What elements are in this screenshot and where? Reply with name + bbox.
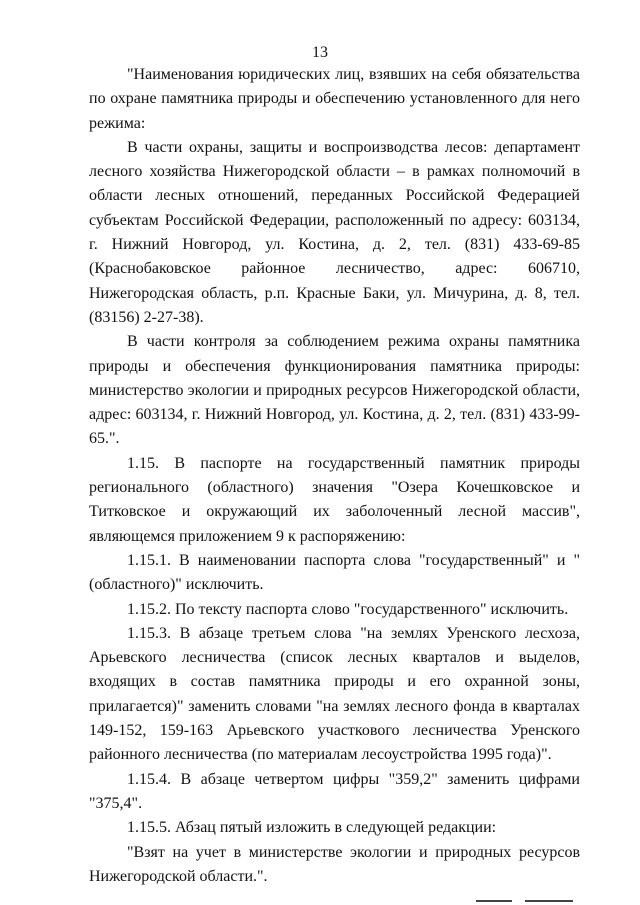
paragraph-item-1-15-5: 1.15.5. Абзац пятый изложить в следующей редакции: [127,819,497,837]
paragraph-legal-entities-heading: "Наименования юридических лиц, взявших на себя обязательства по охране памятника природы и обеспечению установленного для него режима: [89,66,580,132]
paragraph-forest-protection: В части охраны, защиты и воспроизводства лесов: департамент лесного хозяйства Нижегородской области – в рамках полномочий в области лесных отношений, переданных Российской Федерацией субъектам Российской Федерации, расположенный по адресу: 603134, г. Нижний Новгород, ул. Костина, д. 2, тел. (831) 433-69-85 (Краснобаковское районное лесничество, адрес: 606710, Нижегородская область, р.п. Красные Баки, ул. Мичурина, д. 8, тел. (83156) 2-27-38). [89,138,580,326]
scan-edge-mark [476,900,512,902]
scan-edge-mark [525,900,573,902]
paragraph-item-1-15-3: 1.15.3. В абзаце третьем слова "на землях Уренского лесхоза, Арьевского лесничества (список лесных кварталов и выделов, входящих в состав памятника природы и его охранной зоны, прилагается)" заменить словами "на землях лесного фонда в кварталах 149-152, 159-163 Арьевского участкового лесничества Уренского районного лесничества (по материалам лесоустройства 1995 года)". [89,624,580,764]
paragraph-quoted-registration: "Взят на учет в министерстве экологии и природных ресурсов Нижегородской области.". [89,843,580,885]
page-number: 13 [312,44,328,61]
paragraph-item-1-15-2: 1.15.2. По тексту паспорта слово "государственного" исключить. [127,600,569,618]
paragraph-regime-control: В части контроля за соблюдением режима охраны памятника природы и обеспечения функционирования памятника природы: министерство экологии и природных ресурсов Нижегородской области, адрес: 603134, г. Нижний Новгород, ул. Костина, д. 2, тел. (831) 433-99-65.". [89,333,580,448]
paragraph-item-1-15: 1.15. В паспорте на государственный памятник природы регионального (областного) значения "Озера Кочешковское и Титковское и окружающий их заболоченный лесной массив", являющемся приложением 9 к распоряжению: [89,454,580,545]
paragraph-item-1-15-1: 1.15.1. В наименовании паспорта слова "государственный" и "(областного)" исключить. [89,551,580,594]
paragraph-item-1-15-4: 1.15.4. В абзаце четвертом цифры "359,2" заменить цифрами "375,4". [89,770,580,812]
document-body [89,63,580,889]
